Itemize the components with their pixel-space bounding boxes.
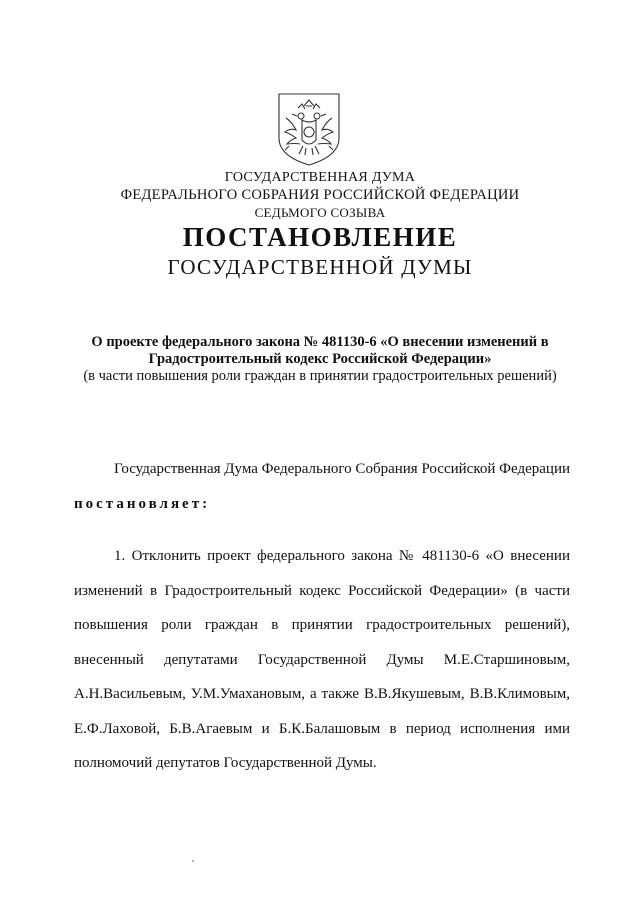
header-line-convocation: СЕДЬМОГО СОЗЫВА — [254, 205, 386, 220]
intro-text: Государственная Дума Федерального Собрания Российской Федерации — [114, 461, 570, 477]
subject-note: (в части повышения роли граждан в принятии градостроительных решений) — [83, 368, 557, 384]
header-line-duma: ГОСУДАРСТВЕННАЯ ДУМА — [224, 170, 416, 185]
coat-of-arms-icon — [270, 90, 348, 168]
resolution-subject — [70, 334, 570, 385]
scan-speck — [192, 860, 194, 862]
document-title: ПОСТАНОВЛЕНИЕ — [182, 222, 458, 252]
header-line-federal-assembly: ФЕДЕРАЛЬНОГО СОБРАНИЯ РОССИЙСКОЙ ФЕДЕРАЦИИ — [120, 187, 520, 203]
subject-heading: О проекте федерального закона № 481130-6 «О внесении изменений в Градостроительный кодекс Российской Федерации» — [91, 334, 549, 367]
document-subtitle: ГОСУДАРСТВЕННОЙ ДУМЫ — [167, 255, 473, 279]
resolution-body — [74, 452, 570, 781]
item-1-paragraph: 1. Отклонить проект федерального закона № 481130-6 «О внесении изменений в Градостроительный кодекс Российской Федерации» (в части повышения роли граждан в принятии градостроительных решений), внесенный депутатами Государственной Думы М.Е.Старшиновым, А.Н.Васильевым, У.М.Умахановым, а также В.В.Якушевым, В.В.Климовым, Е.Ф.Лаховой, Б.В.Агаевым и Б.К.Балашовым в период исполнения ими полномочий депутатов Государственной Думы. — [74, 548, 570, 771]
intro-paragraph — [74, 452, 570, 521]
resolves-word: постановляет: — [74, 495, 211, 512]
